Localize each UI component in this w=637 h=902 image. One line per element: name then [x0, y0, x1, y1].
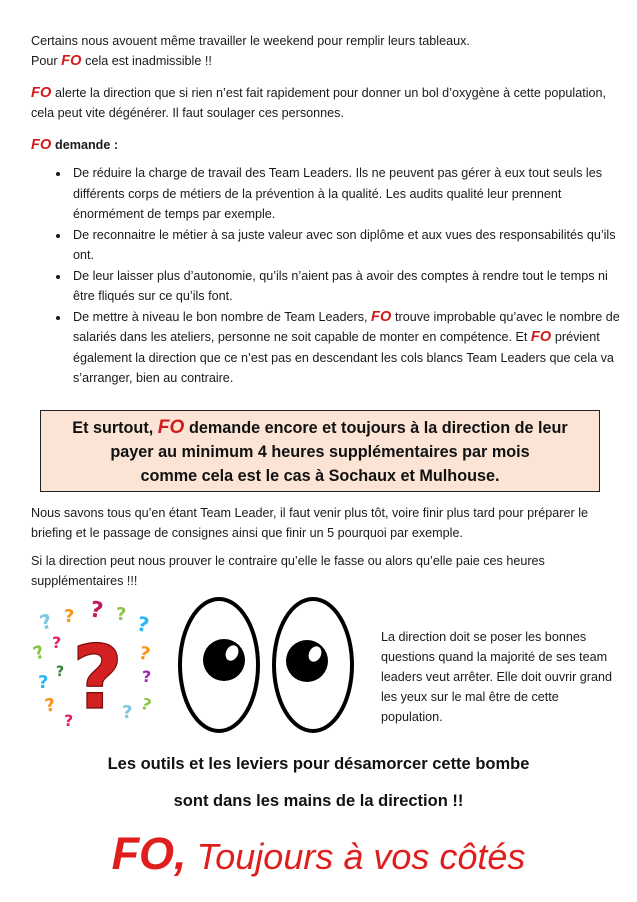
svg-text:?: ?: [37, 608, 55, 635]
svg-text:?: ?: [136, 642, 153, 666]
highlight-prefix: Et surtout,: [72, 419, 158, 437]
svg-text:?: ?: [38, 672, 49, 693]
intro-paragraph: [31, 31, 611, 71]
highlight-box: [40, 410, 600, 492]
svg-text:?: ?: [87, 597, 105, 625]
intro-line-2-prefix: Pour: [31, 54, 62, 68]
slogan: [0, 828, 637, 880]
eyes-illustration: [175, 595, 360, 735]
svg-text:?: ?: [116, 604, 127, 625]
highlight-suffix: demande encore et toujours à la direction de leur: [184, 419, 568, 437]
slogan-text: Toujours à vos côtés: [186, 836, 526, 877]
bullet-text: De mettre à niveau le bon nombre de Team Leaders,: [73, 309, 371, 324]
highlight-line-2: payer au minimum 4 heures supplémentaires par mois: [110, 443, 530, 461]
demande-heading: [31, 135, 611, 155]
closing-line-2: sont dans les mains de la direction !!: [173, 792, 464, 810]
brand-fo: FO: [530, 329, 552, 345]
svg-text:?: ?: [64, 711, 74, 730]
svg-text:?: ?: [122, 702, 133, 723]
svg-text:?: ?: [30, 641, 48, 665]
closing-line-1: Les outils et les leviers pour désamorcer cette bombe: [107, 755, 530, 773]
brand-fo: FO: [371, 308, 392, 325]
intro-line-1: Certains nous avouent même travailler le weekend pour remplir leurs tableaux.: [31, 34, 470, 48]
svg-text:?: ?: [142, 667, 152, 686]
proof-paragraph: Si la direction peut nous prouver le contraire qu’elle le fasse ou alors qu’elle paie ces heures supplémentaires !!!: [31, 554, 545, 588]
svg-text:?: ?: [138, 693, 154, 715]
alert-text: alerte la direction que si rien n’est fait rapidement pour donner un bol d’oxygène à cette population, cela peut vite dégénérer. Il faut soulager ces personnes.: [31, 86, 607, 120]
brand-fo: FO: [31, 137, 52, 153]
bullet-text: De réduire la charge de travail des Team Leaders. Ils ne peuvent pas gérer à eux tout seuls les différents corps de métiers de la prévention à la qualité. Les audits qualité leur prennent énormément de temps par exemple.: [73, 166, 603, 221]
highlight-line-3: comme cela est le cas à Sochaux et Mulhouse.: [140, 467, 500, 485]
svg-text:?: ?: [52, 633, 62, 652]
question-marks-illustration: [30, 597, 164, 730]
team-leader-paragraph: Nous savons tous qu’en étant Team Leader, il faut venir plus tôt, voire finir plus tard pour préparer le briefing et le passage de consignes ainsi que finir un 5 pourquoi par exemple.: [31, 506, 589, 540]
bullet-text: trouve improbable qu’avec le nombre de salariés dans les ateliers, personne ne soit capable de monter en compétence. Et: [73, 309, 620, 344]
svg-text:?: ?: [43, 694, 58, 717]
svg-text:?: ?: [72, 626, 124, 729]
highlight-line-1: [41, 416, 599, 440]
brand-fo: FO: [157, 417, 185, 438]
list-item: [70, 266, 622, 307]
list-item: [70, 163, 622, 225]
demande-label: demande :: [51, 138, 119, 152]
intro-line-2-suffix: cela est inadmissible !!: [81, 54, 212, 68]
brand-fo: FO: [31, 85, 52, 101]
bullet-text: De leur laisser plus d’autonomie, qu’ils n’aient pas à avoir des comptes à rendre tout le temps ni être fliqués sur ce qu’ils font.: [73, 268, 608, 303]
alert-paragraph: [31, 83, 611, 123]
bullet-text: prévient également la direction que ce n’est pas en descendant les cols blancs Team Leaders que cela va s’arranger, bien au contraire.: [73, 330, 614, 385]
bullet-text: De reconnaitre le métier à sa juste valeur avec son diplôme et aux vues des responsabilités qu’ils ont.: [73, 227, 616, 262]
svg-text:?: ?: [64, 606, 75, 627]
slogan-brand: FO,: [111, 828, 187, 879]
demands-list: [52, 163, 622, 389]
list-item: [70, 225, 622, 266]
svg-text:?: ?: [56, 664, 65, 680]
side-note: La direction doit se poser les bonnes questions quand la majorité de ses team leaders veut arrêter. Elle doit ouvrir grand les yeux sur le mal être de cette population.: [381, 630, 613, 724]
brand-fo: FO: [61, 53, 82, 69]
svg-text:?: ?: [134, 611, 152, 638]
list-item: [70, 307, 622, 389]
